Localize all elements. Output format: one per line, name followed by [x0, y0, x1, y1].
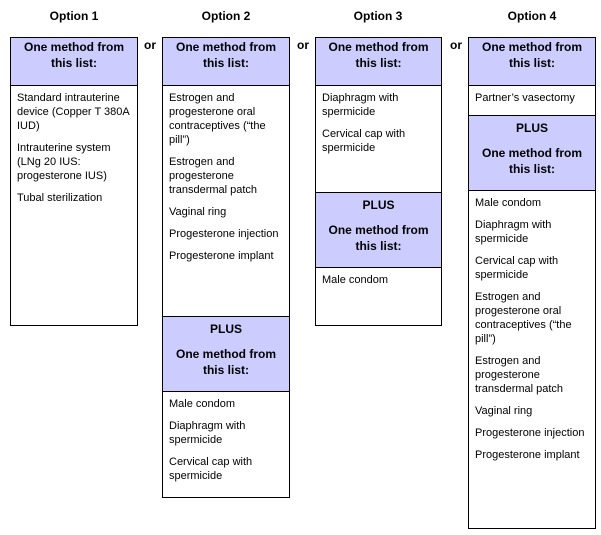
- option-4-header-text: One method from this list:: [481, 40, 582, 70]
- option-1-title: Option 1: [49, 9, 99, 23]
- option-2-column: [162, 37, 290, 498]
- or-separator-2: or: [297, 38, 309, 52]
- option-1-header-text: One method from this list:: [23, 40, 124, 70]
- list-item: Estrogen and progesterone oral contraceptives (“the pill”): [169, 92, 266, 146]
- list-item: Standard intrauterine device (Copper T 380A IUD): [17, 92, 130, 132]
- list-item: Progesterone injection: [169, 228, 279, 240]
- plus-label: PLUS: [209, 322, 242, 336]
- plus-label: PLUS: [515, 121, 548, 135]
- list-item: Male condom: [322, 274, 389, 286]
- list-item: Progesterone implant: [169, 250, 274, 262]
- list-item: Estrogen and progesterone transdermal patch: [475, 355, 564, 395]
- option-4-list-2: [469, 191, 595, 474]
- option-4-column: [468, 37, 596, 529]
- option-2-plus-header: [163, 316, 289, 392]
- option-2-header-text: One method from this list:: [175, 40, 276, 70]
- option-1-header: [11, 38, 137, 86]
- plus-label: PLUS: [362, 198, 395, 212]
- option-3-header-text: One method from this list:: [328, 40, 429, 70]
- list-item: Diaphragm with spermicide: [169, 420, 246, 446]
- list-item: Diaphragm with spermicide: [322, 92, 399, 118]
- option-3-header: [316, 38, 441, 86]
- option-4-header: [469, 38, 595, 86]
- list-item: Cervical cap with spermicide: [475, 255, 559, 281]
- list-item: Cervical cap with spermicide: [322, 128, 406, 154]
- option-3-list-1: [316, 86, 441, 192]
- option-3-title: Option 3: [353, 9, 403, 23]
- option-4-list-1: [469, 86, 595, 115]
- list-item: Diaphragm with spermicide: [475, 219, 552, 245]
- list-item: Vaginal ring: [475, 405, 533, 417]
- list-item: Estrogen and progesterone transdermal patch: [169, 156, 258, 196]
- option-2-header-2-text: One method from this list:: [175, 347, 276, 377]
- option-3-list-2: [316, 268, 441, 299]
- option-4-header-2-text: One method from this list:: [481, 146, 582, 176]
- list-item: Partner’s vasectomy: [475, 92, 575, 104]
- option-4-title: Option 4: [507, 9, 557, 23]
- list-item: Tubal sterilization: [17, 192, 103, 204]
- list-item: Cervical cap with spermicide: [169, 456, 253, 482]
- list-item: Estrogen and progesterone oral contraceptives (“the pill”): [475, 291, 572, 345]
- list-item: Vaginal ring: [169, 206, 227, 218]
- option-3-column: [315, 37, 442, 326]
- list-item: Progesterone implant: [475, 449, 580, 461]
- list-item: Male condom: [475, 197, 542, 209]
- option-2-title: Option 2: [201, 9, 251, 23]
- list-item: Intrauterine system (LNg 20 IUS: progesterone IUS): [17, 142, 111, 182]
- option-2-header: [163, 38, 289, 86]
- option-3-header-2-text: One method from this list:: [328, 223, 429, 253]
- option-1-column: [10, 37, 138, 326]
- option-1-list: [11, 86, 137, 217]
- option-4-plus-header: [469, 115, 595, 191]
- option-3-plus-header: [316, 192, 441, 268]
- list-item: Male condom: [169, 398, 236, 410]
- list-item: Progesterone injection: [475, 427, 585, 439]
- or-separator-1: or: [144, 38, 156, 52]
- or-separator-3: or: [450, 38, 462, 52]
- option-2-list-1: [163, 86, 289, 316]
- option-2-list-2: [163, 392, 289, 495]
